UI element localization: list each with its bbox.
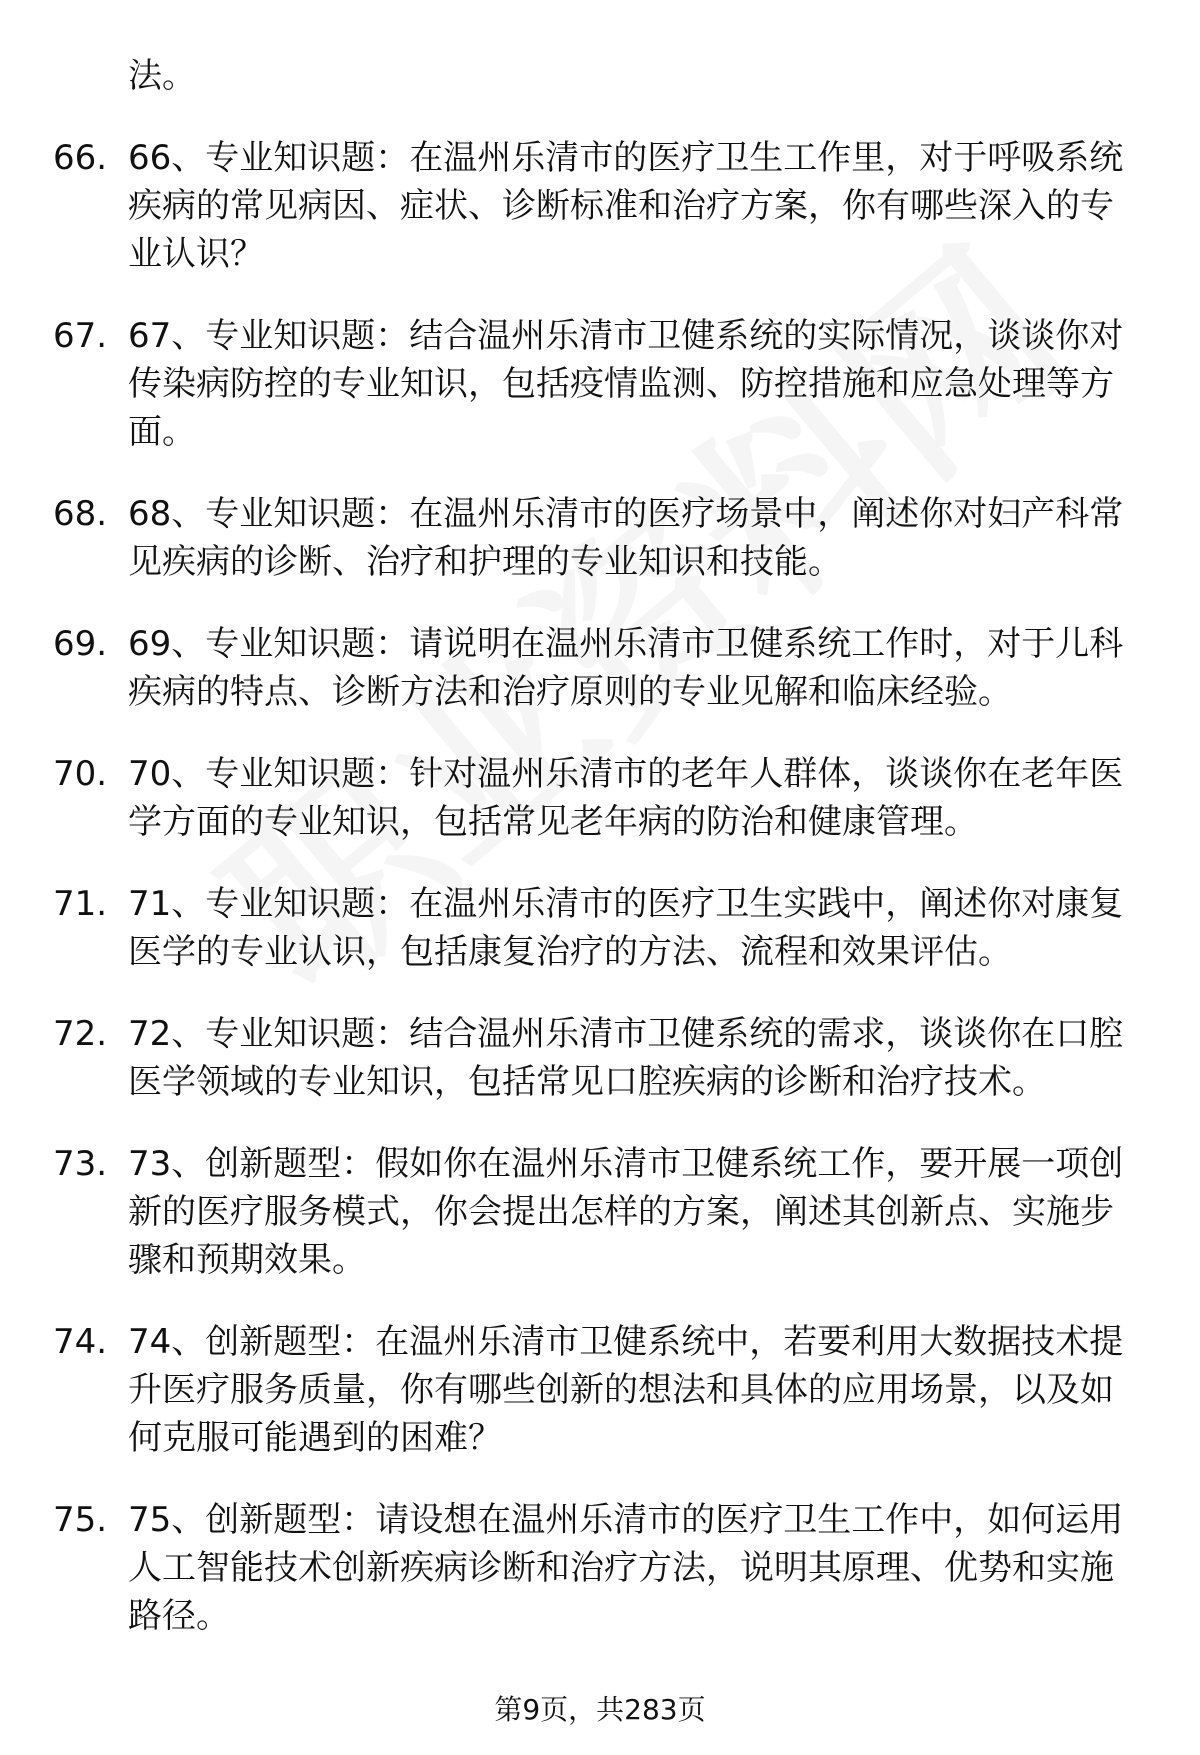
list-item [53,750,1138,846]
page-footer: 第9页，共283页 [494,1693,706,1726]
item-number: 72. [53,1014,108,1054]
item-text: 71、专业知识题：在温州乐清市的医疗卫生实践中，阐述你对康复医学的专业认识，包括康复治疗的方法、流程和效果评估。 [128,884,1124,972]
item-number: 68. [53,494,108,534]
list-item [53,1496,1138,1640]
item-number: 70. [53,754,108,794]
item-text: 75、创新题型：请设想在温州乐清市的医疗卫生工作中，如何运用人工智能技术创新疾病诊断和治疗方法，说明其原理、优势和实施路径。 [128,1500,1124,1636]
item-text: 72、专业知识题：结合温州乐清市卫健系统的需求，谈谈你在口腔医学领域的专业知识，包括常见口腔疾病的诊断和治疗技术。 [128,1014,1124,1102]
item-number: 67. [53,316,108,356]
item-text: 66、专业知识题：在温州乐清市的医疗卫生工作里，对于呼吸系统疾病的常见病因、症状、诊断标准和治疗方案，你有哪些深入的专业认识？ [128,138,1124,274]
item-text: 67、专业知识题：结合温州乐清市卫健系统的实际情况，谈谈你对传染病防控的专业知识，包括疫情监测、防控措施和应急处理等方面。 [128,316,1124,452]
item-text: 68、专业知识题：在温州乐清市的医疗场景中，阐述你对妇产科常见疾病的诊断、治疗和护理的专业知识和技能。 [128,494,1124,582]
item-number: 69. [53,624,108,664]
list-item [53,1010,1138,1106]
item-text: 74、创新题型：在温州乐清市卫健系统中，若要利用大数据技术提升医疗服务质量，你有哪些创新的想法和具体的应用场景，以及如何克服可能遇到的困难？ [128,1322,1124,1458]
item-number: 73. [53,1144,108,1184]
list-item [53,490,1138,586]
item-number: 74. [53,1322,108,1362]
item-number: 75. [53,1500,108,1540]
list-item [53,134,1138,278]
list-item [53,1318,1138,1462]
list-item [53,1140,1138,1284]
item-number: 66. [53,138,108,178]
list-item [53,620,1138,716]
item-text: 73、创新题型：假如你在温州乐清市卫健系统工作，要开展一项创新的医疗服务模式，你会提出怎样的方案，阐述其创新点、实施步骤和预期效果。 [128,1144,1124,1280]
list-item [53,312,1138,456]
question-list [53,52,1138,1640]
item-text: 70、专业知识题：针对温州乐清市的老年人群体，谈谈你在老年医学方面的专业知识，包括常见老年病的防治和健康管理。 [128,754,1124,842]
item-text: 69、专业知识题：请说明在温州乐清市卫健系统工作时，对于儿科疾病的特点、诊断方法和治疗原则的专业见解和临床经验。 [128,624,1124,712]
item-number: 71. [53,884,108,924]
continuation-text: 法。 [128,56,196,96]
list-item [53,880,1138,976]
